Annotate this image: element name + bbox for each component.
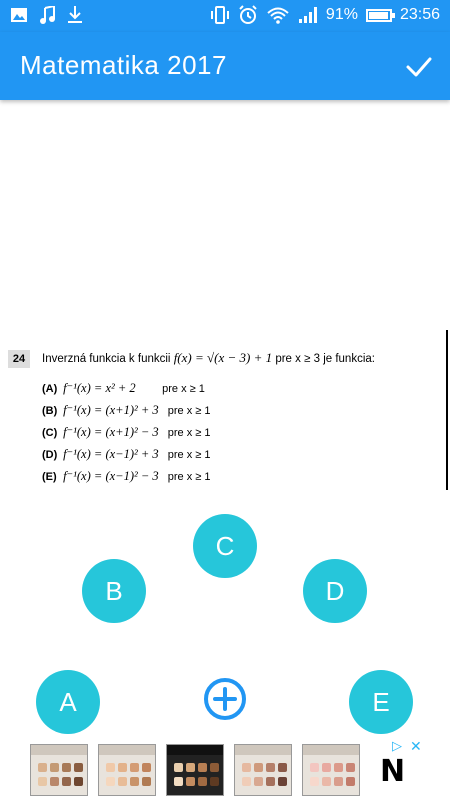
option-label: (E) [42,471,57,483]
battery-percent: 91% [325,6,358,23]
option-formula: f⁻¹(x) = (x−1)² − 3 [63,469,159,483]
ad-product-image[interactable] [234,744,292,796]
answer-c-button[interactable]: C [193,514,257,578]
signal-icon [298,6,318,24]
alarm-icon [238,5,258,25]
question-function: f(x) = √(x − 3) + 1 [173,350,273,365]
question-prefix: Inverzná funkcia k funkcii [42,353,171,365]
image-icon [10,7,28,23]
ad-product-image[interactable] [302,744,360,796]
answer-a-button[interactable]: A [36,670,100,734]
app-bar [0,32,450,100]
divider [446,330,448,490]
option-label: (A) [42,383,58,395]
option-formula: f⁻¹(x) = (x+1)² − 3 [63,425,159,439]
option-condition: pre x ≥ 1 [162,383,205,395]
option-a [42,380,205,396]
vibrate-icon [210,6,230,24]
ad-product-image[interactable] [98,744,156,796]
answer-e-button[interactable]: E [349,670,413,734]
option-label: (D) [42,449,58,461]
ad-banner[interactable] [0,738,450,800]
option-condition: pre x ≥ 1 [167,471,211,483]
question-image [0,330,450,490]
close-icon[interactable]: ✕ [410,738,422,754]
option-c [42,424,210,440]
adchoices-icon[interactable]: ▷ [392,738,402,753]
ad-logo[interactable]: N [380,754,406,789]
page-title: Matematika 2017 [20,50,227,80]
download-icon [68,6,82,24]
question-text [42,350,375,366]
option-formula: f⁻¹(x) = (x+1)² + 3 [63,403,159,417]
option-label: (C) [42,427,58,439]
question-condition: pre x ≥ 3 [275,353,320,365]
question-number: 24 [8,350,30,368]
option-e [42,468,210,484]
option-formula: f⁻¹(x) = x² + 2 [63,381,136,395]
plus-circle-icon[interactable] [203,677,247,721]
clock: 23:56 [399,6,440,23]
status-bar [0,0,450,32]
check-icon[interactable] [402,50,436,84]
battery-icon [366,9,392,22]
wifi-icon [266,6,290,24]
option-condition: pre x ≥ 1 [167,405,211,417]
option-condition: pre x ≥ 1 [167,427,211,439]
option-label: (B) [42,405,58,417]
music-icon [40,6,56,24]
option-d [42,446,210,462]
answer-d-button[interactable]: D [303,559,367,623]
ad-product-image[interactable] [30,744,88,796]
option-formula: f⁻¹(x) = (x−1)² + 3 [63,447,159,461]
question-suffix: je funkcia: [323,353,375,365]
ad-product-image[interactable] [166,744,224,796]
answer-b-button[interactable]: B [82,559,146,623]
option-condition: pre x ≥ 1 [167,449,211,461]
option-b [42,402,210,418]
